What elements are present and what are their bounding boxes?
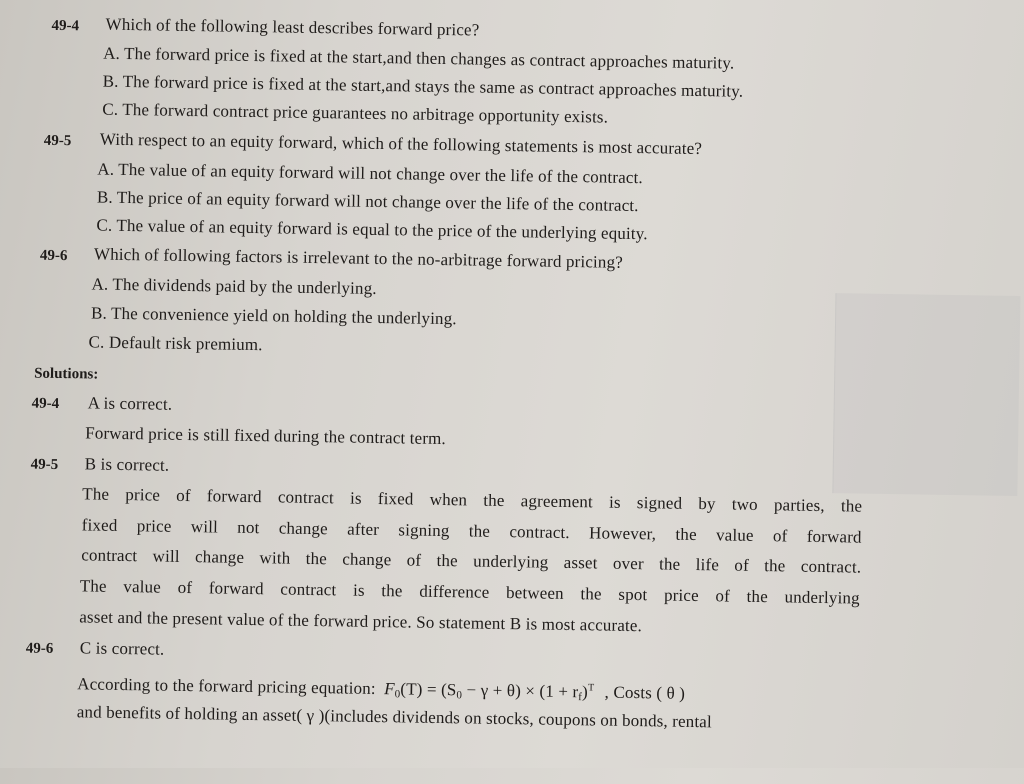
question-number: 49-5 — [43, 132, 72, 150]
solution-answer: B is correct. — [84, 454, 170, 475]
solution-text: , Costs ( θ ) — [604, 682, 686, 703]
option-b: B. The convenience yield on holding the underlying. — [90, 303, 457, 329]
solution-text: According to the forward pricing equation: — [77, 674, 376, 698]
solution-text: fixed price will not change after signing the contract. However, the value of forward — [81, 515, 862, 547]
solutions-heading: Solutions: — [34, 365, 99, 383]
solution-text: Forward price is still fixed during the contract term. — [85, 423, 447, 449]
solution-text: contract will change with the change of the underlying asset over the life of the contract. — [81, 545, 862, 577]
question-number: 49-4 — [51, 17, 80, 35]
solution-number: 49-5 — [30, 456, 59, 473]
solution-text: and benefits of holding an asset( γ )(includes dividends on stocks, coupons on bonds, rental — [76, 702, 712, 732]
forward-pricing-equation: $F_0(T) = (S_0 - \gamma + \theta) \times (1 + r_f)^T$ — [384, 679, 595, 704]
option-a: A. The forward price is fixed at the start,and then changes as contract approaches maturity. — [103, 43, 735, 73]
solution-text: The value of forward contract is the difference between the spot price of the underlying — [79, 576, 860, 608]
option-b: B. The price of an equity forward will not change over the life of the contract. — [96, 187, 639, 216]
option-c: C. Default risk premium. — [88, 332, 263, 355]
solution-answer: C is correct. — [79, 638, 165, 659]
question-number: 49-6 — [39, 247, 68, 265]
solution-number: 49-6 — [25, 640, 54, 657]
page-shadow — [832, 293, 1020, 496]
option-a: A. The value of an equity forward will not change over the life of the contract. — [97, 159, 644, 188]
option-c: C. The forward contract price guarantees no arbitrage opportunity exists. — [102, 99, 609, 127]
option-b: B. The forward price is fixed at the start,and stays the same as contract approaches maturity. — [102, 71, 744, 101]
option-c: C. The value of an equity forward is equal to the price of the underlying equity. — [96, 215, 648, 244]
solution-text: asset and the present value of the forward price. So statement B is most accurate. — [79, 607, 643, 636]
option-a: A. The dividends paid by the underlying. — [91, 274, 377, 298]
solution-text: The price of forward contract is fixed when the agreement is signed by two parties, the — [82, 484, 863, 516]
question-stem: Which of the following least describes forward price? — [105, 14, 480, 40]
question-stem: With respect to an equity forward, which of the following statements is most accurate? — [99, 129, 703, 159]
solution-number: 49-4 — [31, 395, 60, 412]
question-stem: Which of following factors is irrelevant to the no-arbitrage forward pricing? — [93, 244, 624, 272]
solution-answer: A is correct. — [87, 393, 173, 414]
